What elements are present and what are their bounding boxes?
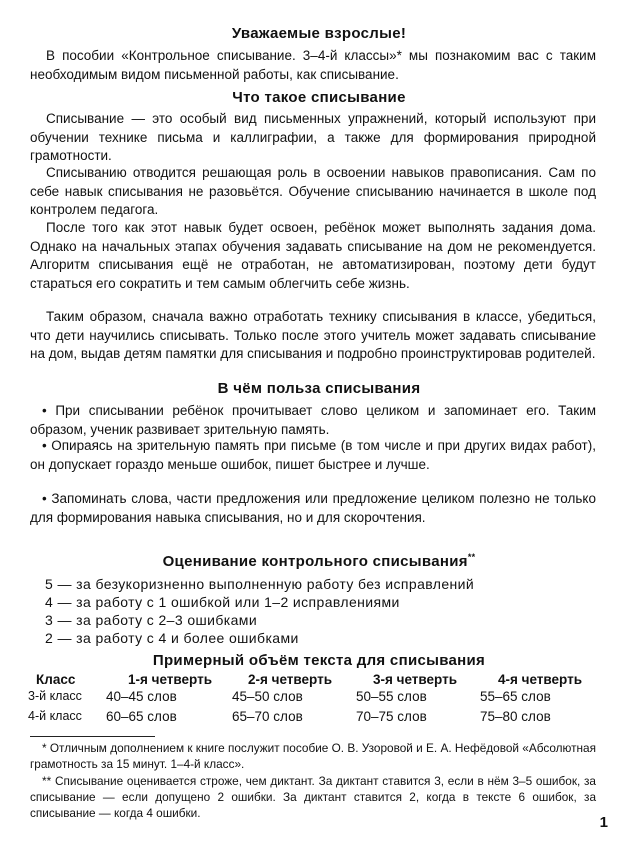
paragraph-role: Списыванию отводится решающая роль в освоении навыков правописания. Сам по себе навык списывания не разовьётся. Обучение списыванию начинается в школе под контролем педагога. — [30, 165, 596, 217]
table-row-label: 4-й класс — [28, 709, 82, 723]
footnote-divider — [30, 736, 155, 737]
table-header-cell: 4-я четверть — [498, 672, 583, 687]
table-cell: 75–80 слов — [480, 709, 551, 724]
grade-line: 2 — за работу с 4 и более ошибками — [45, 630, 299, 646]
grade-line: 5 — за безукоризненно выполненную работу без исправлений — [45, 576, 475, 592]
table-cell: 45–50 слов — [232, 689, 303, 704]
section-heading-grading — [0, 552, 638, 570]
grading-heading-text: Оценивание контрольного списывания — [162, 553, 468, 570]
table-header-cell: 1-я четверть — [128, 672, 213, 687]
table-cell: 60–65 слов — [106, 709, 177, 724]
table-row-label: 3-й класс — [28, 689, 82, 703]
table-cell: 70–75 слов — [356, 709, 427, 724]
table-header-cell: 3-я четверть — [373, 672, 458, 687]
footnote-2: ** Списывание оценивается строже, чем диктант. За диктант ставится 3, если в нём 3–5 ошибок, за списывание — если допущено 2 ошибки. За диктант ставится 2, когда в тексте 6 ошибок, за списывание — когда 4 ошибки. — [30, 774, 596, 820]
table-header-cell: Класс — [36, 672, 76, 687]
section-heading-benefits: В чём польза списывания — [217, 380, 421, 397]
paragraph-home: После того как этот навык будет освоен, ребёнок может выполнять задания дома. Однако на начальных этапах обучения задавать списывание на дом не рекомендуется. Алгоритм списывания ещё не отработан, не автоматизирован, поэтому дети будут стараться его сократить и тем самым облегчить себе жизнь. — [30, 220, 596, 291]
grade-line: 4 — за работу с 1 ошибкой или 1–2 исправлениями — [45, 594, 400, 610]
page-number: 1 — [599, 814, 608, 831]
benefit-item: • Запоминать слова, части предложения или предложение целиком полезно не только для формирования навыка списывания, но и для скорочтения. — [30, 491, 596, 525]
benefit-item: • Опираясь на зрительную память при письме (в том числе и при других видах работ), он допускает гораздо меньше ошибок, пишет быстрее и лучше. — [30, 438, 596, 472]
section-heading-what-is: Что такое списывание — [232, 89, 406, 106]
grade-line: 3 — за работу с 2–3 ошибками — [45, 612, 258, 628]
main-heading: Уважаемые взрослые! — [231, 25, 407, 42]
paragraph-definition: Списывание — это особый вид письменных упражнений, который используют при обучении технике письма и каллиграфии, а также для формирования природной грамотности. — [30, 111, 596, 163]
table-cell: 50–55 слов — [356, 689, 427, 704]
grading-heading-footnote-mark: ** — [467, 552, 476, 562]
table-cell: 55–65 слов — [480, 689, 551, 704]
intro-paragraph: В пособии «Контрольное списывание. 3–4-й классы»* мы познакомим вас с таким необходимым видом письменной работы, как списывание. — [30, 48, 596, 82]
section-heading-volume: Примерный объём текста для списывания — [152, 652, 486, 669]
table-cell: 40–45 слов — [106, 689, 177, 704]
table-cell: 65–70 слов — [232, 709, 303, 724]
footnote-1: * Отличным дополнением к книге послужит пособие О. В. Узоровой и Е. А. Нефёдовой «Абсолютная грамотность за 15 минут. 1–4-й класс». — [30, 741, 596, 771]
table-header-cell: 2-я четверть — [248, 672, 333, 687]
benefit-item: • При списывании ребёнок прочитывает слово целиком и запоминает его. Таким образом, ученик развивает зрительную память. — [30, 403, 596, 437]
paragraph-conclusion: Таким образом, сначала важно отработать технику списывания в классе, убедиться, что дети научились списывать. Только после этого учитель может задавать списывание на дом, выдав детям памятки для списывания и подробно проинструктировав родителей. — [30, 309, 596, 361]
